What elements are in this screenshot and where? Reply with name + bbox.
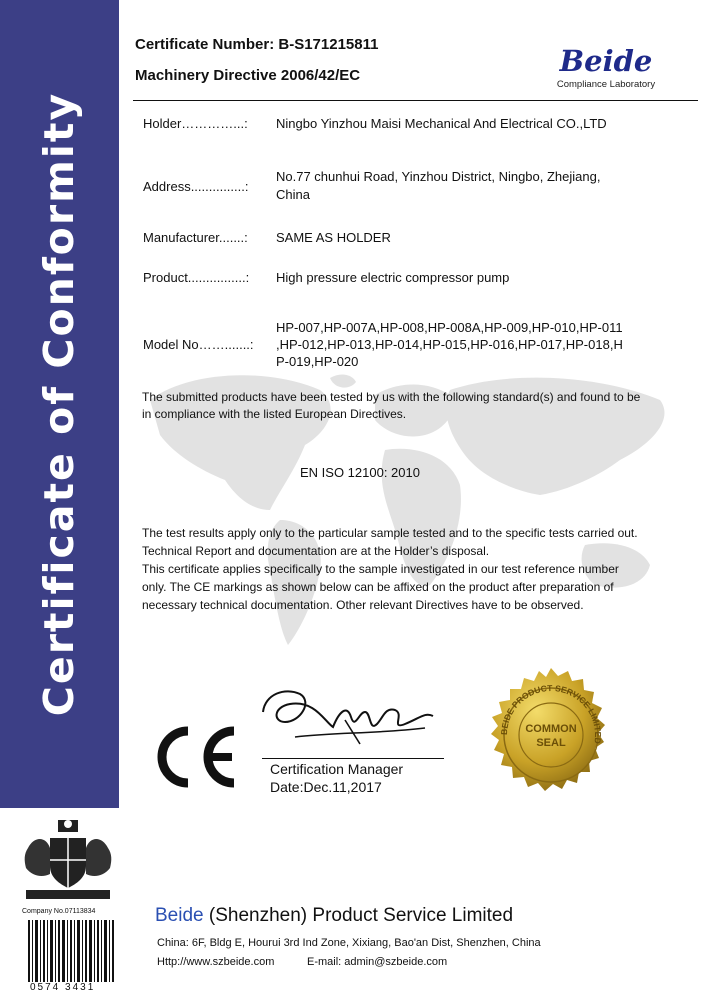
model-line-2: ,HP-012,HP-013,HP-014,HP-015,HP-016,HP-017,HP-018,H xyxy=(276,337,623,352)
company-title xyxy=(155,905,513,927)
vertical-title: Certificate of Conformity xyxy=(35,91,83,717)
logo-wordmark: Beide xyxy=(559,44,653,78)
signature-icon xyxy=(255,682,445,752)
holder-value: Ningbo Yinzhou Maisi Mechanical And Electrical CO.,LTD xyxy=(276,116,607,131)
manufacturer-label: Manufacturer.......: xyxy=(143,230,248,245)
company-number: Company No.07113834 xyxy=(22,908,96,915)
barcode-icon xyxy=(28,920,114,982)
signature-line xyxy=(262,758,444,759)
gold-seal-icon xyxy=(482,666,620,804)
intro-line-2: in compliance with the listed European Directives. xyxy=(142,407,407,421)
holder-label: Holder…………...: xyxy=(143,116,248,131)
company-name-rest: (Shenzhen) Product Service Limited xyxy=(203,905,514,926)
header-divider xyxy=(133,100,698,101)
standard-reference: EN ISO 12100: 2010 xyxy=(300,465,420,480)
model-line-3: P-019,HP-020 xyxy=(276,354,359,369)
results-line-2: Technical Report and documentation are at the Holder’s disposal. xyxy=(142,544,490,558)
company-brand: Beide xyxy=(155,905,204,926)
company-address: China: 6F, Bldg E, Hourui 3rd Ind Zone, Xixiang, Bao'an Dist, Shenzhen, China xyxy=(157,937,541,949)
address-label: Address...............: xyxy=(143,179,249,194)
applies-line-3: necessary technical documentation. Other relevant Directives have to be observed. xyxy=(142,598,584,612)
address-line-1: No.77 chunhui Road, Yinzhou District, Ningbo, Zhejiang, xyxy=(276,169,601,184)
company-website: Http://www.szbeide.com xyxy=(157,956,275,968)
applies-line-2: only. The CE markings as shown below can be affixed on the product after preparation of xyxy=(142,580,614,594)
applies-line-1: This certificate applies specifically to the sample investigated in our test reference number xyxy=(142,562,619,576)
intro-line-1: The submitted products have been tested by us with the following standard(s) and found to be xyxy=(142,390,641,404)
model-label: Model No…….......: xyxy=(143,337,254,352)
seal-center-line-1: COMMON xyxy=(525,723,577,735)
manufacturer-value: SAME AS HOLDER xyxy=(276,230,391,245)
signatory-role: Certification Manager xyxy=(270,761,404,777)
seal-ring-text: BEIDE PRODUCT SERVICE LIMITED xyxy=(498,682,604,745)
beide-logo xyxy=(545,46,675,92)
certificate-number: Certificate Number: B-S171215811 xyxy=(135,36,379,53)
seal-center-line-2: SEAL xyxy=(536,737,566,749)
product-label: Product................: xyxy=(143,270,250,285)
results-line-1: The test results apply only to the particular sample tested and to the specific tests carried out. xyxy=(142,526,638,540)
ce-mark-icon xyxy=(148,725,240,789)
address-line-2: China xyxy=(276,187,310,202)
directive-title: Machinery Directive 2006/42/EC xyxy=(135,67,361,84)
royal-coat-of-arms-icon xyxy=(20,818,116,902)
model-line-1: HP-007,HP-007A,HP-008,HP-008A,HP-009,HP-010,HP-011 xyxy=(276,320,623,335)
company-email: E-mail: admin@szbeide.com xyxy=(307,956,448,968)
logo-subtitle: Compliance Laboratory xyxy=(556,79,656,90)
product-value: High pressure electric compressor pump xyxy=(276,270,510,285)
barcode-number: 0574 3431 xyxy=(30,982,96,993)
certificate-date: Date:Dec.11,2017 xyxy=(270,779,382,795)
